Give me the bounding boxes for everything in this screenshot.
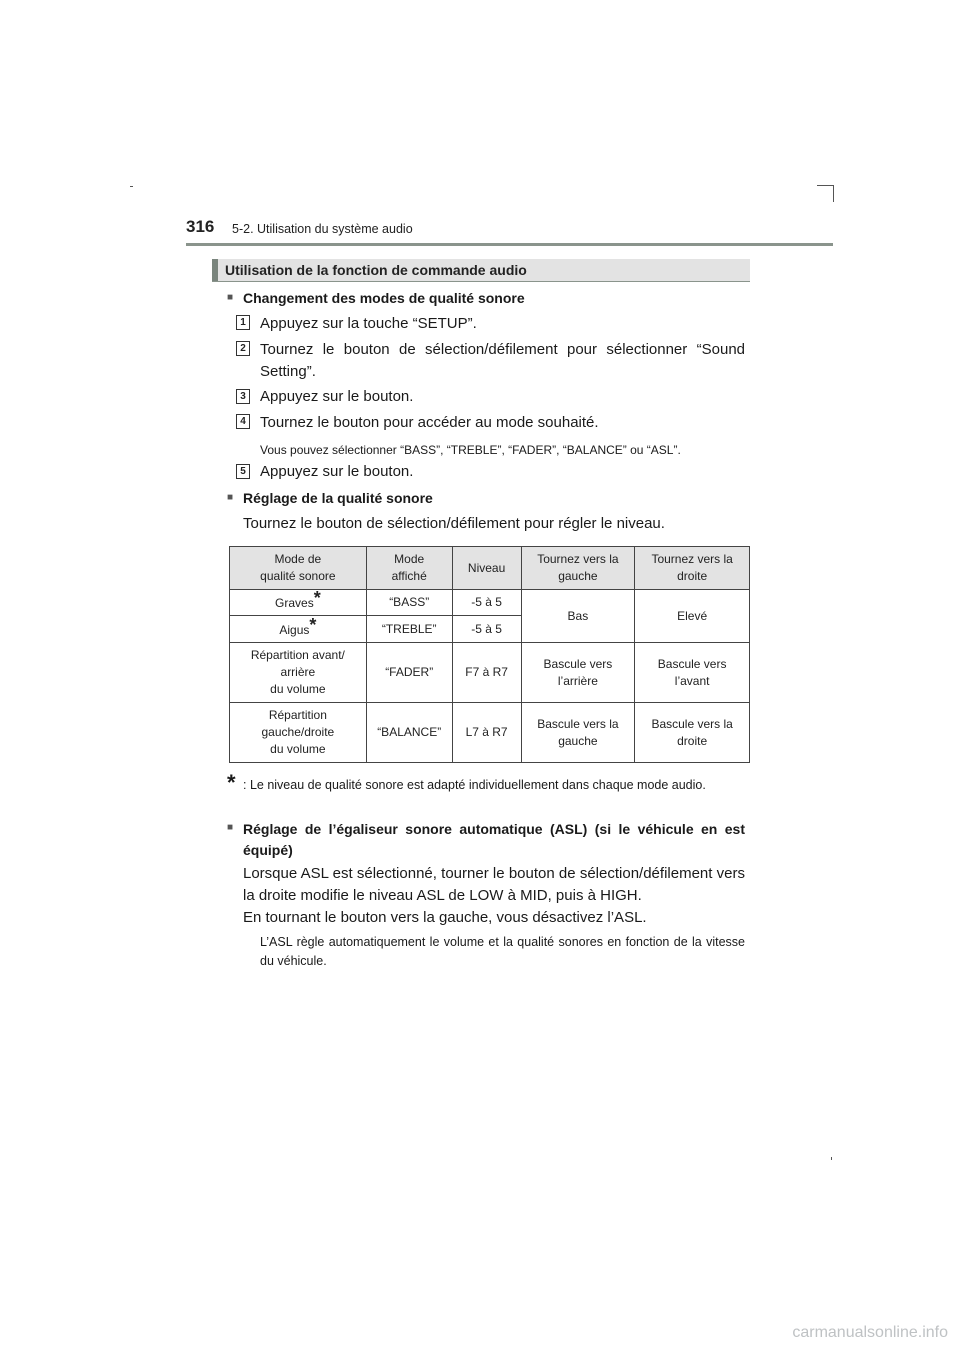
cell-turn-right: Bascule vers la droite [635,703,750,763]
sound-quality-table [229,546,750,763]
section-bar-accent [212,259,218,281]
square-bullet-icon: ■ [227,822,234,833]
cell-mode: Répartition avant/ arrière du volume [230,643,367,703]
step-2-badge: 2 [236,341,250,356]
table-row [230,703,750,763]
cell-mode: Répartition gauche/droite du volume [230,703,367,763]
table-header-row [230,547,750,590]
asterisk-mark: * [313,588,321,608]
watermark: carmanualsonline.info [792,1324,948,1341]
step-1-badge: 1 [236,315,250,330]
block2-heading: Réglage de la qualité sonore [243,490,433,506]
footnote-asterisk: * [227,770,236,795]
asterisk-mark: * [309,614,317,635]
cell-level: -5 à 5 [452,590,521,616]
header-cell-turn-right: Tournez vers la droite [635,547,750,590]
crop-mark-top-right-horizontal [817,185,834,186]
block3-text1: Lorsque ASL est sélectionné, tourner le bouton de sélection/défilement vers la droite modifie le niveau ASL de LOW à MID, puis à HIGH. [243,865,745,904]
cell-display: “BASS” [366,590,452,616]
cell-turn-left-merged: Bas [521,590,635,643]
cell-turn-right-merged: Elevé [635,590,750,643]
block3-heading: Réglage de l’égaliseur sonore automatique (ASL) (si le véhicule en est équipé) [243,821,745,858]
cell-turn-left: Bascule vers la gauche [521,703,635,763]
header-cell-mode: Mode de qualité sonore [230,547,367,590]
cell-turn-right: Bascule vers l’avant [635,643,750,703]
page-number: 316 [186,217,215,236]
step-3-text: Appuyez sur le bouton. [260,388,414,405]
cell-level: F7 à R7 [452,643,521,703]
crop-mark-top-left [130,186,133,187]
cell-turn-left: Bascule vers l’arrière [521,643,635,703]
step-5-text: Appuyez sur le bouton. [260,463,414,480]
running-head: 5-2. Utilisation du système audio [232,222,413,236]
step-4-badge: 4 [236,414,250,429]
cell-mode: Graves* [230,590,367,616]
table-row [230,590,750,616]
step-4-text: Tournez le bouton pour accéder au mode souhaité. [260,414,599,431]
step-2-text: Tournez le bouton de sélection/défilement pour sélectionner “Sound Setting”. [260,341,745,380]
section-title: Utilisation de la fonction de commande audio [225,262,527,278]
block3-note: L’ASL règle automatiquement le volume et la qualité sonores en fonction de la vitesse du véhicule. [260,935,745,968]
block1-note: Vous pouvez sélectionner “BASS”, “TREBLE”, “FADER”, “BALANCE” ou “ASL”. [260,443,681,457]
cell-display: “BALANCE” [366,703,452,763]
block3-text2: En tournant le bouton vers la gauche, vous désactivez l’ASL. [243,909,647,926]
step-3-badge: 3 [236,389,250,404]
cell-display: “TREBLE” [366,616,452,643]
step-5-badge: 5 [236,464,250,479]
table-row [230,643,750,703]
header-cell-level: Niveau [452,547,521,590]
header-cell-turn-left: Tournez vers la gauche [521,547,635,590]
block1-heading: Changement des modes de qualité sonore [243,290,525,306]
cell-mode: Aigus* [230,616,367,643]
step-1-text: Appuyez sur la touche “SETUP”. [260,315,477,332]
section-title-bar [212,259,750,282]
block2-text: Tournez le bouton de sélection/défilement pour régler le niveau. [243,515,665,532]
crop-mark-top-right-vertical [833,185,834,202]
header-cell-display: Mode affiché [366,547,452,590]
square-bullet-icon: ■ [227,492,234,503]
cell-display: “FADER” [366,643,452,703]
crop-mark-bottom-right [831,1157,832,1160]
header-rule [186,243,833,246]
cell-level: -5 à 5 [452,616,521,643]
footnote-text: : Le niveau de qualité sonore est adapté individuellement dans chaque mode audio. [243,778,706,792]
cell-level: L7 à R7 [452,703,521,763]
square-bullet-icon: ■ [227,292,234,303]
